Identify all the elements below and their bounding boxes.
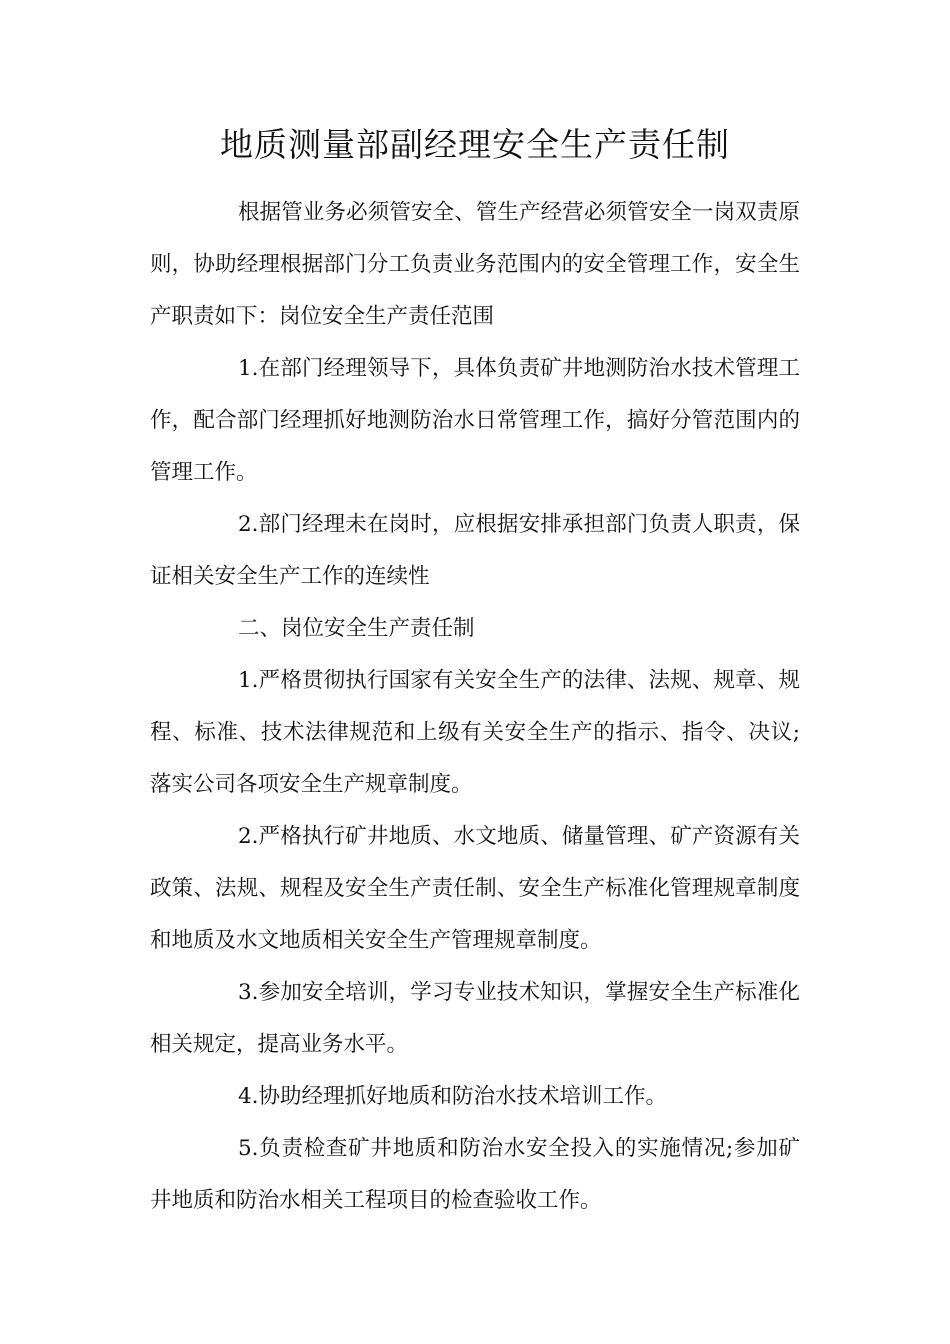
duty-item-2: 2.严格执行矿井地质、水文地质、储量管理、矿产资源有关政策、法规、规程及安全生产责任制、安全生产标准化管理规章制度和地质及水文地质相关安全生产管理规章制度。 [150, 824, 800, 953]
section-heading: 二、岗位安全生产责任制 [238, 616, 475, 641]
scope-item-1: 1.在部门经理领导下，具体负责矿井地测防治水技术管理工作，配合部门经理抓好地测防治水日常管理工作，搞好分管范围内的管理工作。 [150, 356, 800, 485]
intro-paragraph: 根据管业务必须管安全、管生产经营必须管安全一岗双责原则，协助经理根据部门分工负责业务范围内的安全管理工作，安全生产职责如下：岗位安全生产责任范围 [150, 200, 800, 329]
scope-item-2: 2.部门经理未在岗时，应根据安排承担部门负责人职责，保证相关安全生产工作的连续性 [150, 512, 800, 589]
duty-item-3: 3.参加安全培训，学习专业技术知识，掌握安全生产标准化相关规定，提高业务水平。 [150, 980, 800, 1057]
document-body [150, 187, 800, 1227]
duty-item-5: 5.负责检查矿井地质和防治水安全投入的实施情况;参加矿井地质和防治水相关工程项目的检查验收工作。 [150, 1136, 800, 1213]
document-title: 地质测量部副经理安全生产责任制 [220, 125, 730, 164]
duty-item-4: 4.协助经理抓好地质和防治水技术培训工作。 [238, 1084, 668, 1109]
duty-item-1: 1.严格贯彻执行国家有关安全生产的法律、法规、规章、规程、标准、技术法律规范和上级有关安全生产的指示、指令、决议;落实公司各项安全生产规章制度。 [150, 668, 800, 797]
